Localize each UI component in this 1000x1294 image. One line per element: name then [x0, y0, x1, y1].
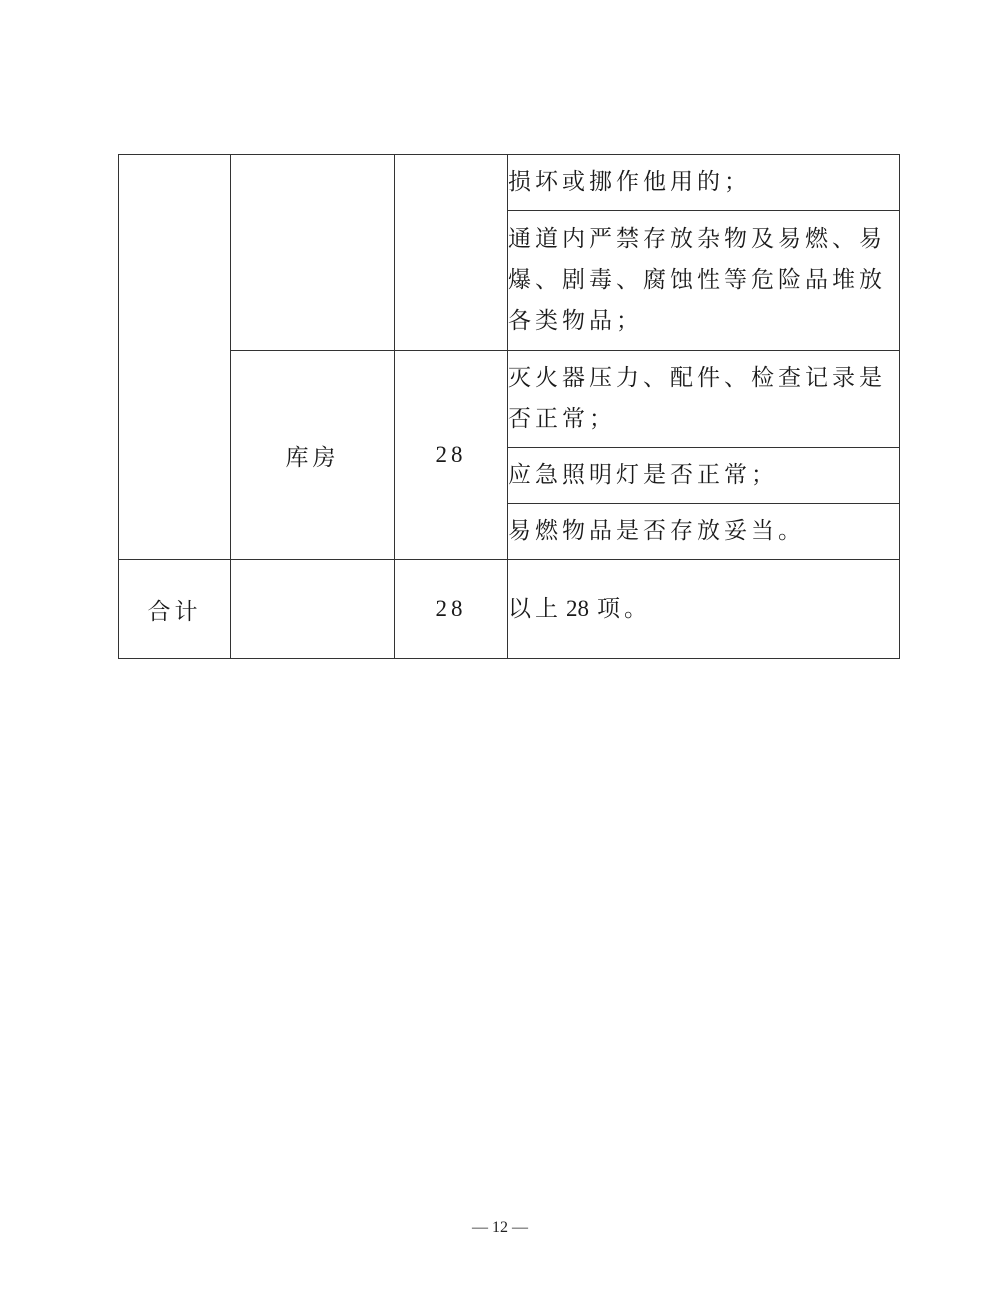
check-item-cell: 易燃物品是否存放妥当。: [508, 504, 900, 560]
check-item-cell: 通道内严禁存放杂物及易燃、易爆、剧毒、腐蚀性等危险品堆放各类物品；: [508, 211, 900, 351]
total-item-prefix: 以上: [508, 596, 562, 622]
total-row: [119, 560, 900, 659]
total-count-cell: 28: [395, 560, 508, 659]
table-row: [119, 155, 900, 211]
count-cell: [395, 155, 508, 351]
check-item-cell: 应急照明灯是否正常；: [508, 448, 900, 504]
total-item-suffix: 项。: [597, 596, 651, 622]
table-row: [119, 351, 900, 448]
location-cell: [231, 155, 395, 351]
total-location-cell: [231, 560, 395, 659]
inspection-table: [118, 154, 900, 659]
check-item-cell: 灭火器压力、配件、检查记录是否正常；: [508, 351, 900, 448]
category-cell: [119, 155, 231, 560]
location-cell: 库房: [231, 351, 395, 560]
total-item-number: 28: [566, 596, 589, 621]
total-item-cell: [508, 560, 900, 659]
total-label-cell: 合计: [119, 560, 231, 659]
page-number: — 12 —: [472, 1219, 528, 1236]
count-cell: 28: [395, 351, 508, 560]
check-item-cell: 损坏或挪作他用的；: [508, 155, 900, 211]
